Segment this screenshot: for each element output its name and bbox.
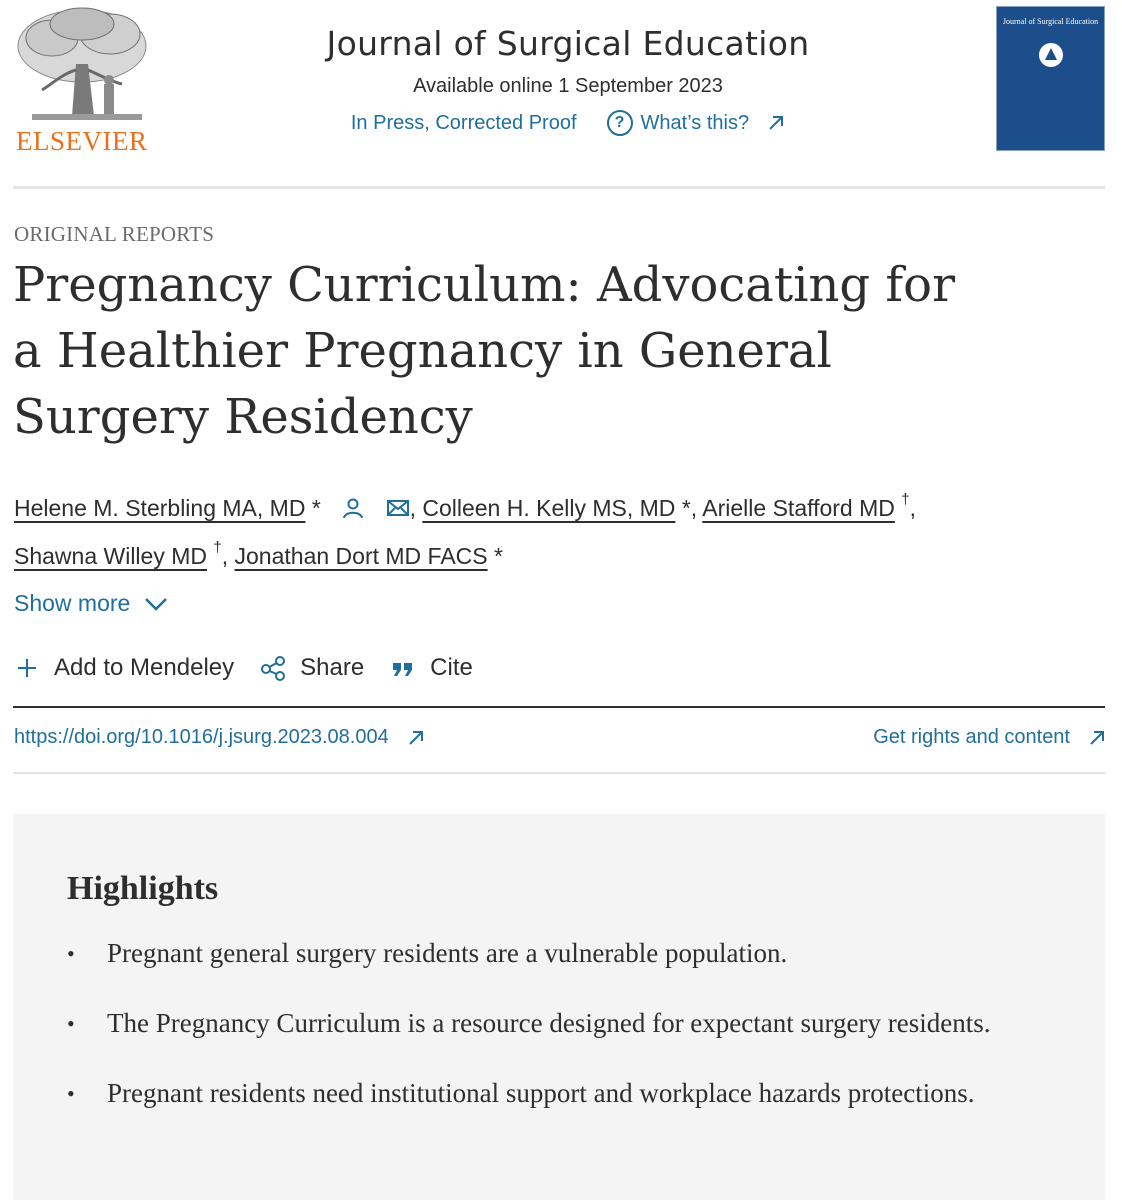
cover-title: Journal of Surgical Education xyxy=(1002,17,1099,26)
share-button[interactable] xyxy=(260,654,364,682)
chevron-down-icon xyxy=(144,596,168,612)
email-envelope-icon[interactable] xyxy=(386,496,410,520)
mendeley-label: Add to Mendeley xyxy=(54,654,235,681)
highlights-heading: Highlights xyxy=(67,870,219,907)
status-label[interactable]: In Press, Corrected Proof xyxy=(350,111,577,134)
list-item: • Pregnant residents need institutional support and workplace hazards protections. xyxy=(67,1072,1027,1115)
author-link[interactable]: Arielle Stafford MD xyxy=(702,495,895,521)
author-list: Helene M. Sterbling MA, MD * , Colleen H. Kelly MS, MD *, Arielle Stafford MD †, Shawna Willey MD †, Jonathan Dort MD FACS * xyxy=(14,491,916,569)
author-mark: † xyxy=(901,491,910,508)
author-mark: * xyxy=(681,495,691,521)
elsevier-wordmark: ELSEVIER xyxy=(16,126,148,156)
elsevier-logo[interactable] xyxy=(12,4,152,156)
add-to-mendeley-button[interactable] xyxy=(14,654,234,682)
journal-cover-image[interactable] xyxy=(996,6,1105,151)
available-online-date: Available online 1 September 2023 xyxy=(413,75,723,97)
article-status-row xyxy=(300,110,836,136)
cite-label: Cite xyxy=(430,654,473,681)
author-link[interactable]: Jonathan Dort MD FACS xyxy=(234,543,488,569)
doi-text: https://doi.org/10.1016/j.jsurg.2023.08.004 xyxy=(14,726,389,748)
journal-header xyxy=(0,0,1122,190)
author-link[interactable]: Shawna Willey MD xyxy=(14,543,207,569)
rights-text: Get rights and content xyxy=(873,726,1070,748)
author-mark: † xyxy=(213,539,222,556)
external-link-arrow-icon xyxy=(407,729,425,747)
question-circle-icon[interactable]: ? xyxy=(607,110,633,136)
author-link[interactable]: Helene M. Sterbling MA, MD xyxy=(14,495,306,521)
share-label: Share xyxy=(300,654,365,681)
highlights-list xyxy=(67,932,1027,1142)
article-section-label: ORIGINAL REPORTS xyxy=(14,222,215,246)
highlights-panel xyxy=(13,814,1105,1200)
tree-logo-icon xyxy=(12,4,152,124)
list-item: • Pregnant general surgery residents are a vulnerable population. xyxy=(67,932,1027,975)
external-link-arrow-icon xyxy=(767,114,785,132)
quote-icon xyxy=(390,655,416,681)
author-mark: * xyxy=(494,543,503,569)
list-item: • The Pregnancy Curriculum is a resource designed for expectant surgery residents. xyxy=(67,1002,1027,1045)
author-link[interactable]: Colleen H. Kelly MS, MD xyxy=(422,495,676,521)
external-link-arrow-icon xyxy=(1088,729,1106,747)
journal-title[interactable]: Journal of Surgical Education xyxy=(326,24,810,63)
doi-link[interactable] xyxy=(14,726,425,749)
cover-emblem-icon xyxy=(1039,43,1063,67)
article-actions xyxy=(14,654,499,682)
whats-this-link[interactable]: What’s this? xyxy=(640,111,750,134)
show-more-label: Show more xyxy=(14,590,131,616)
get-rights-link[interactable] xyxy=(873,726,1106,749)
show-more-button[interactable] xyxy=(14,590,168,617)
header-divider xyxy=(13,186,1105,189)
journal-info xyxy=(300,24,836,136)
doi-divider xyxy=(13,772,1105,774)
actions-divider xyxy=(13,706,1105,708)
author-mark: * xyxy=(311,495,321,521)
share-icon xyxy=(260,655,286,681)
doi-row xyxy=(14,726,1106,749)
person-icon[interactable] xyxy=(341,496,365,520)
plus-icon xyxy=(14,655,40,681)
article-title: Pregnancy Curriculum: Advocating for a Healthier Pregnancy in General Surgery Residency xyxy=(13,257,956,445)
cite-button[interactable] xyxy=(390,654,473,682)
